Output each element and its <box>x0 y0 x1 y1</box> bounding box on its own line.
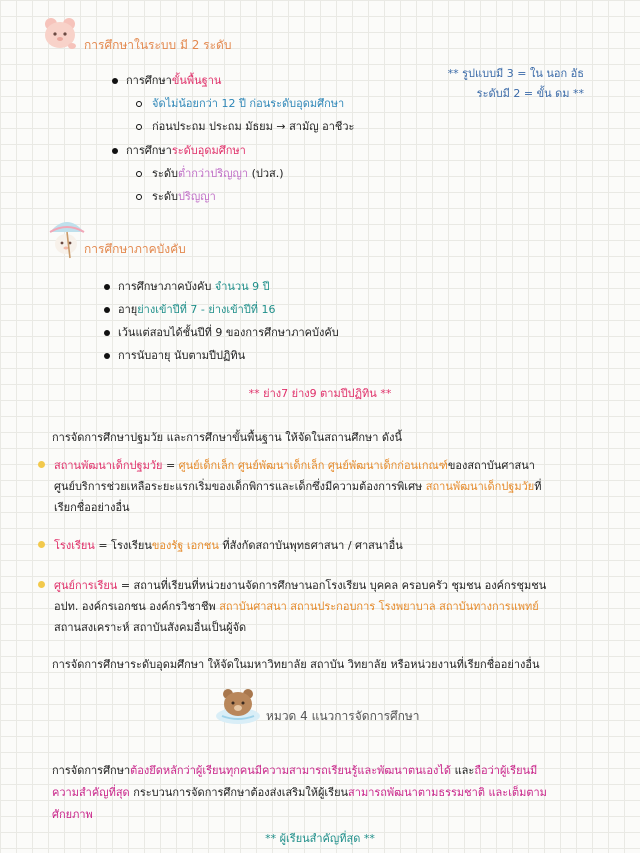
list-item-compulsory-years: การศึกษาภาคบังคับ จำนวน 9 ปี <box>118 280 270 293</box>
list-item-compulsory-count: การนับอายุ นับตามปีปฏิทิน <box>118 349 246 362</box>
bullet-dot <box>104 353 110 359</box>
sub-item-basic-2: ก่อนประถม ประถม มัธยม → สามัญ อาชีวะ <box>152 120 355 133</box>
bullet-yellow <box>38 461 45 468</box>
highlight-higher: ระดับอุดมศึกษา <box>171 144 246 157</box>
item-early-childhood: สถานพัฒนาเด็กปฐมวัย = ศูนย์เด็กเล็ก ศูนย์พัฒนาเด็กเล็ก ศูนย์พัฒนาเด็กก่อนเกณฑ์ของสถาบันศาสนา <box>54 459 535 472</box>
item-early-childhood-line3: เรียกชื่ออย่างอื่น <box>54 501 130 514</box>
bullet-circle <box>136 194 142 200</box>
section-heading-guidelines: หมวด 4 แนวการจัดการศึกษา <box>266 709 420 723</box>
section-heading-compulsory: การศึกษาภาคบังคับ <box>84 242 186 256</box>
brown-bear-bath-sticker-icon <box>214 686 262 726</box>
bullet-yellow <box>38 581 45 588</box>
item-school: โรงเรียน = โรงเรียนของรัฐ เอกชน ที่สังกัดสถาบันพุทธศาสนา / ศาสนาอื่น <box>54 539 403 552</box>
bullet-dot <box>104 284 110 290</box>
note-box <box>420 64 584 104</box>
bullet-dot <box>104 307 110 313</box>
section-heading-education-system: การศึกษาในระบบ มี 2 ระดับ <box>84 38 232 52</box>
pink-bear-sticker-icon <box>40 14 80 52</box>
bullet-yellow <box>38 541 45 548</box>
list-item-higher-education: การศึกษาระดับอุดมศึกษา <box>126 144 246 157</box>
highlight-basic: ขั้นพื้นฐาน <box>171 74 222 87</box>
item-learning-center-line2: อปท. องค์กรเอกชน องค์กรวิชาชีพ สถาบันศาสนา สถานประกอบการ โรงพยาบาล สถาบันทางการแพทย์ <box>54 600 539 613</box>
note-line-1: ** รูปแบบมี 3 = ใน นอก อัธ <box>447 67 584 80</box>
sub-item-higher-1: ระดับต่ำกว่าปริญญา (ปวส.) <box>152 167 284 180</box>
paragraph-guidelines-line1: การจัดการศึกษาต้องยึดหลักว่าผู้เรียนทุกคนมีความสามารถเรียนรู้และพัฒนาตนเองได้ และถือว่าผู้เรียนมี <box>52 764 538 777</box>
list-item-compulsory-exception: เว้นแต่สอบได้ชั้นปีที่ 9 ของการศึกษาภาคบังคับ <box>118 326 339 339</box>
sub-item-higher-2: ระดับปริญญา <box>152 190 216 203</box>
bullet-circle <box>136 171 142 177</box>
callout-learner-centered: ** ผู้เรียนสำคัญที่สุด ** <box>265 832 375 845</box>
list-item-compulsory-age: อายุย่างเข้าปีที่ 7 - ย่างเข้าปีที่ 16 <box>118 303 276 316</box>
paragraph-intro: การจัดการศึกษาปฐมวัย และการศึกษาขั้นพื้นฐาน ให้จัดในสถานศึกษา ดังนี้ <box>52 431 402 444</box>
note-line-2: ระดับมี 2 = ขั้น ดม ** <box>476 87 584 100</box>
paragraph-higher-education: การจัดการศึกษาระดับอุดมศึกษา ให้จัดในมหาวิทยาลัย สถาบัน วิทยาลัย หรือหน่วยงานที่เรียกชื่ออย่างอื่น <box>52 658 540 671</box>
item-learning-center: ศูนย์การเรียน = สถานที่เรียนที่หน่วยงานจัดการศึกษานอกโรงเรียน บุคคล ครอบครัว ชุมชน องค์กรชุมชน <box>54 579 547 592</box>
bullet-dot <box>104 330 110 336</box>
paragraph-guidelines-line2: ความสำคัญที่สุด กระบวนการจัดการศึกษาต้องส่งเสริมให้ผู้เรียนสามารถพัฒนาตามธรรมชาติ และเต็มตาม <box>52 786 547 799</box>
callout-compulsory: ** ย่าง7 ย่าง9 ตามปีปฏิทิน ** <box>248 387 392 400</box>
item-early-childhood-line2: ศูนย์บริการช่วยเหลือระยะแรกเริ่มของเด็กพิการและเด็กซึ่งมีความต้องการพิเศษ สถานพัฒนาเด็กปฐมวัยที่ <box>54 480 542 493</box>
umbrella-character-sticker-icon <box>46 214 88 260</box>
paragraph-guidelines-line3: ศักยภาพ <box>52 808 93 821</box>
item-learning-center-line3: สถานสงเคราะห์ สถาบันสังคมอื่นเป็นผู้จัด <box>54 621 247 634</box>
list-item-basic-education: การศึกษาขั้นพื้นฐาน <box>126 74 222 87</box>
sub-item-basic-1: จัดไม่น้อยกว่า 12 ปี ก่อนระดับอุดมศึกษา <box>152 97 345 110</box>
bullet-dot <box>112 78 118 84</box>
bullet-circle <box>136 124 142 130</box>
bullet-dot <box>112 148 118 154</box>
bullet-circle <box>136 101 142 107</box>
